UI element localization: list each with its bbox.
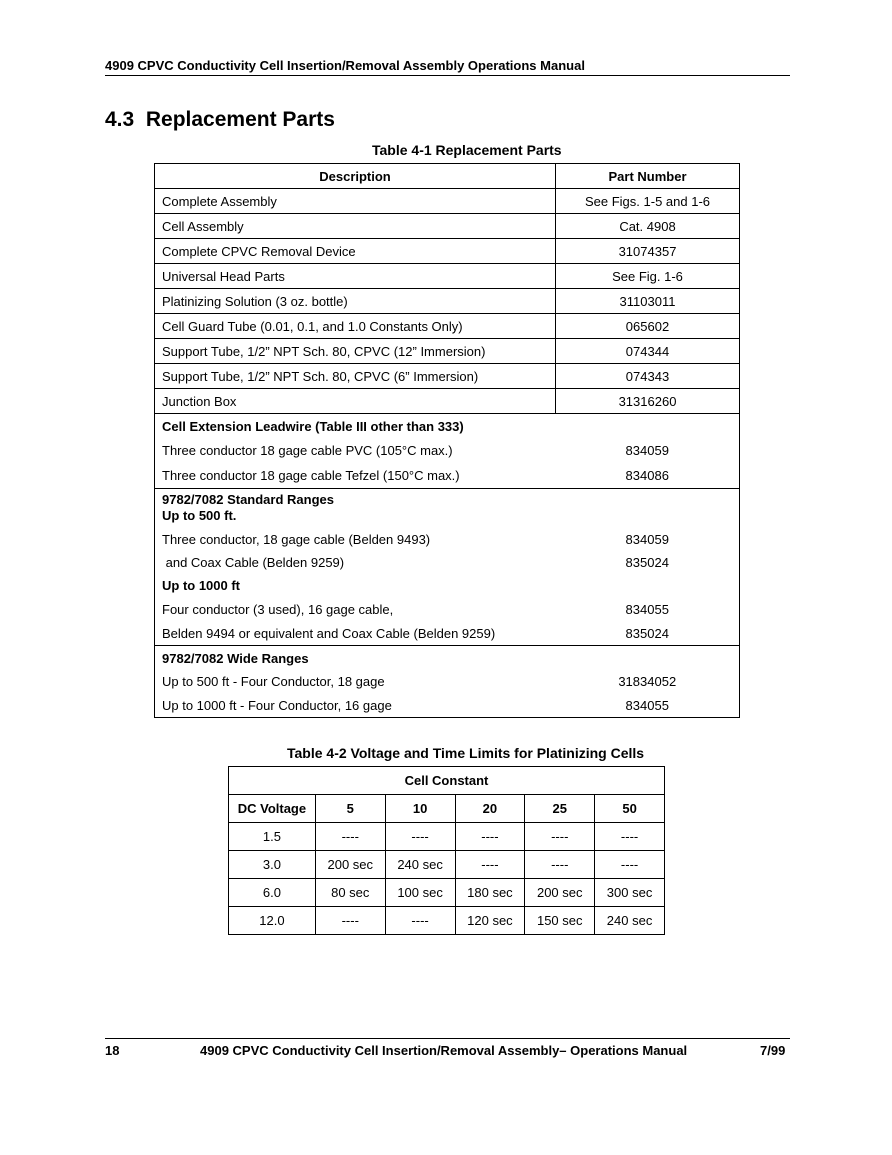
part-number-cell: 065602 xyxy=(556,314,740,339)
subgroup-title-row xyxy=(155,574,740,597)
table-row xyxy=(155,551,740,574)
time-limit-cell: 180 sec xyxy=(455,879,525,907)
time-limit-cell: ---- xyxy=(595,823,665,851)
description-cell: and Coax Cable (Belden 9259) xyxy=(155,551,556,574)
description-cell: Universal Head Parts xyxy=(155,264,556,289)
group-title-row xyxy=(155,489,740,529)
footer-date: 7/99 xyxy=(760,1043,786,1058)
table-row xyxy=(155,189,740,214)
table-row xyxy=(229,907,665,935)
time-limit-cell: 100 sec xyxy=(385,879,455,907)
part-number-cell: 834055 xyxy=(556,597,740,621)
time-limit-cell: ---- xyxy=(315,907,385,935)
part-number-cell: 835024 xyxy=(556,621,740,646)
replacement-parts-table xyxy=(154,163,740,718)
part-number-cell: 31103011 xyxy=(556,289,740,314)
part-number-cell: See Figs. 1-5 and 1-6 xyxy=(556,189,740,214)
table-row xyxy=(155,438,740,462)
header-rule xyxy=(105,75,790,76)
description-cell: Three conductor 18 gage cable PVC (105°C max.) xyxy=(155,438,556,462)
description-cell: Support Tube, 1/2” NPT Sch. 80, CPVC (12” Immersion) xyxy=(155,339,556,364)
platinizing-limits-table xyxy=(228,766,665,935)
description-cell: Complete Assembly xyxy=(155,189,556,214)
table-row xyxy=(155,597,740,621)
time-limit-cell: ---- xyxy=(315,823,385,851)
table-row xyxy=(155,364,740,389)
time-limit-cell: ---- xyxy=(455,851,525,879)
table2-caption: Table 4-2 Voltage and Time Limits for Platinizing Cells xyxy=(287,745,645,761)
column-header: 50 xyxy=(595,795,665,823)
time-limit-cell: 240 sec xyxy=(595,907,665,935)
description-cell: Belden 9494 or equivalent and Coax Cable (Belden 9259) xyxy=(155,621,556,646)
table-row xyxy=(155,670,740,693)
table-row xyxy=(155,389,740,414)
table-group-header-row xyxy=(229,767,665,795)
time-limit-cell: 120 sec xyxy=(455,907,525,935)
part-number-cell: 31834052 xyxy=(556,670,740,693)
part-number-cell: 834055 xyxy=(556,693,740,718)
section-title: 4.3 Replacement Parts xyxy=(105,108,335,131)
group-subtitle: Up to 500 ft. xyxy=(162,508,237,523)
table1-caption: Table 4-1 Replacement Parts xyxy=(372,142,562,158)
part-number-cell: 834059 xyxy=(556,438,740,462)
part-number-cell: 074344 xyxy=(556,339,740,364)
voltage-cell: 12.0 xyxy=(229,907,316,935)
time-limit-cell: ---- xyxy=(525,823,595,851)
group-title: 9782/7082 Wide Ranges xyxy=(155,646,556,671)
time-limit-cell: 240 sec xyxy=(385,851,455,879)
description-cell: Support Tube, 1/2” NPT Sch. 80, CPVC (6” Immersion) xyxy=(155,364,556,389)
page-number: 18 xyxy=(105,1043,120,1058)
time-limit-cell: 80 sec xyxy=(315,879,385,907)
footer-title: 4909 CPVC Conductivity Cell Insertion/Removal Assembly– Operations Manual xyxy=(200,1043,688,1058)
running-header: 4909 CPVC Conductivity Cell Insertion/Removal Assembly Operations Manual xyxy=(105,58,585,73)
table-row xyxy=(155,621,740,646)
description-cell: Platinizing Solution (3 oz. bottle) xyxy=(155,289,556,314)
time-limit-cell: ---- xyxy=(595,851,665,879)
column-header: DC Voltage xyxy=(229,795,316,823)
part-number-cell: 834059 xyxy=(556,528,740,551)
group-subtitle: Up to 1000 ft xyxy=(155,574,556,597)
column-header: 20 xyxy=(455,795,525,823)
group-header: Cell Constant xyxy=(229,767,665,795)
time-limit-cell: 200 sec xyxy=(525,879,595,907)
part-number-cell: 074343 xyxy=(556,364,740,389)
footer-rule xyxy=(105,1038,790,1039)
voltage-cell: 6.0 xyxy=(229,879,316,907)
table-row xyxy=(155,289,740,314)
time-limit-cell: 200 sec xyxy=(315,851,385,879)
voltage-cell: 1.5 xyxy=(229,823,316,851)
description-cell: Complete CPVC Removal Device xyxy=(155,239,556,264)
column-header: 25 xyxy=(525,795,595,823)
table-row xyxy=(155,462,740,489)
description-cell: Cell Assembly xyxy=(155,214,556,239)
table-row xyxy=(155,314,740,339)
description-cell: Junction Box xyxy=(155,389,556,414)
group-title: 9782/7082 Standard Ranges xyxy=(162,492,334,507)
column-header: Description xyxy=(155,164,556,189)
table-row xyxy=(229,879,665,907)
description-cell: Up to 1000 ft - Four Conductor, 16 gage xyxy=(155,693,556,718)
part-number-cell: 31316260 xyxy=(556,389,740,414)
part-number-cell: 31074357 xyxy=(556,239,740,264)
time-limit-cell: 300 sec xyxy=(595,879,665,907)
table-row xyxy=(155,693,740,718)
table-header-row xyxy=(229,795,665,823)
part-number-cell: 834086 xyxy=(556,462,740,489)
description-cell: Cell Guard Tube (0.01, 0.1, and 1.0 Constants Only) xyxy=(155,314,556,339)
table-row xyxy=(229,823,665,851)
description-cell: Up to 500 ft - Four Conductor, 18 gage xyxy=(155,670,556,693)
column-header: 10 xyxy=(385,795,455,823)
group-title-row xyxy=(155,414,740,439)
column-header: 5 xyxy=(315,795,385,823)
table-row xyxy=(155,264,740,289)
table-row xyxy=(229,851,665,879)
part-number-cell: Cat. 4908 xyxy=(556,214,740,239)
time-limit-cell: ---- xyxy=(385,907,455,935)
time-limit-cell: 150 sec xyxy=(525,907,595,935)
time-limit-cell: ---- xyxy=(385,823,455,851)
table-header-row xyxy=(155,164,740,189)
voltage-cell: 3.0 xyxy=(229,851,316,879)
table-row xyxy=(155,339,740,364)
group-title-row xyxy=(155,646,740,671)
description-cell: Three conductor 18 gage cable Tefzel (150°C max.) xyxy=(155,462,556,489)
description-cell: Three conductor, 18 gage cable (Belden 9493) xyxy=(155,528,556,551)
table-row xyxy=(155,528,740,551)
group-title: Cell Extension Leadwire (Table III other than 333) xyxy=(155,414,556,439)
table-row xyxy=(155,239,740,264)
part-number-cell: See Fig. 1-6 xyxy=(556,264,740,289)
time-limit-cell: ---- xyxy=(525,851,595,879)
table-row xyxy=(155,214,740,239)
time-limit-cell: ---- xyxy=(455,823,525,851)
part-number-cell: 835024 xyxy=(556,551,740,574)
description-cell: Four conductor (3 used), 16 gage cable, xyxy=(155,597,556,621)
column-header: Part Number xyxy=(556,164,740,189)
